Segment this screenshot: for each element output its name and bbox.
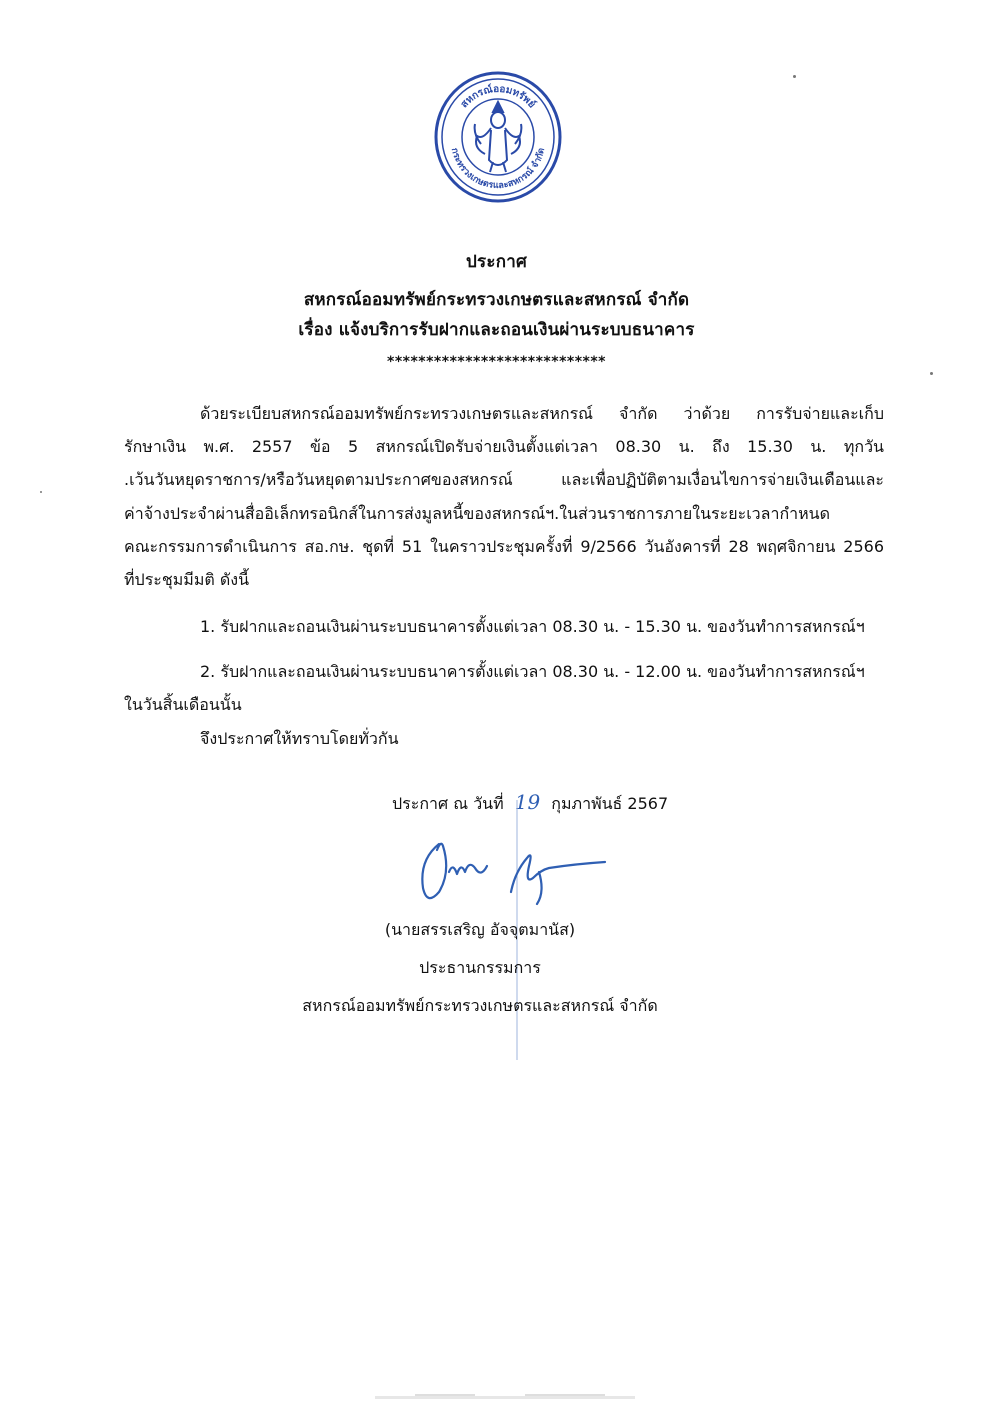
closing-statement: จึงประกาศให้ทราบโดยทั่วกัน: [200, 729, 399, 748]
cooperative-seal-icon: [433, 70, 563, 204]
seal-text-top: สหกรณ์ออมทรัพย์: [458, 83, 538, 111]
handwritten-signature: [415, 832, 615, 912]
body-line-5: คณะกรรมการดำเนินการ สอ.กษ. ชุดที่ 51 ในคราวประชุมครั้งที่ 9/2566 วันอังคารที่ 28 พฤศจิกายน 2566: [124, 537, 884, 556]
date-day-handwritten: 19: [514, 790, 541, 814]
separator-stars: ****************************: [387, 354, 606, 370]
date-prefix: ประกาศ ณ วันที่: [392, 794, 504, 813]
body-line-2: รักษาเงิน พ.ศ. 2557 ข้อ 5 สหกรณ์เปิดรับจ่ายเงินตั้งแต่เวลา 08.30 น. ถึง 15.30 น. ทุกวัน: [124, 437, 884, 456]
organization-title: สหกรณ์ออมทรัพย์กระทรวงเกษตรและสหกรณ์ จำกัด: [303, 290, 690, 310]
signatory-position: ประธานกรรมการ: [419, 958, 541, 977]
resolution-item-2-continued: ในวันสิ้นเดือนนั้น: [124, 695, 242, 714]
date-suffix: กุมภาพันธ์ 2567: [551, 794, 669, 813]
announcement-date: [392, 790, 668, 817]
scan-speck: [40, 491, 42, 493]
seal-text-bottom: กระทรวงเกษตรและสหกรณ์ จำกัด: [448, 146, 548, 192]
signatory-name: (นายสรรเสริญ อัจจุตมานัส): [384, 920, 576, 939]
svg-text:กระทรวงเกษตรและสหกรณ์ จำกัด: [449, 147, 548, 191]
scan-speck: [793, 75, 796, 78]
announcement-title: ประกาศ: [466, 252, 527, 272]
resolution-item-2: 2. รับฝากและถอนเงินผ่านระบบธนาคารตั้งแต่เวลา 08.30 น. - 12.00 น. ของวันทำการสหกรณ์ฯ: [200, 662, 865, 681]
scan-speck: [930, 372, 933, 375]
body-line-1: ด้วยระเบียบสหกรณ์ออมทรัพย์กระทรวงเกษตรและสหกรณ์ จำกัด ว่าด้วย การรับจ่ายและเก็บ: [200, 404, 884, 423]
body-line-4: ค่าจ้างประจำผ่านสื่ออิเล็กทรอนิกส์ในการส่งมูลหนี้ของสหกรณ์ฯ.ในส่วนราชการภายในระยะเวลากำหนด: [124, 504, 830, 523]
body-line-6: ที่ประชุมมีมติ ดังนี้: [124, 570, 250, 589]
signatory-organization: สหกรณ์ออมทรัพย์กระทรวงเกษตรและสหกรณ์ จำกัด: [302, 996, 658, 1015]
body-line-3: .เว้นวันหยุดราชการ/หรือวันหยุดตามประกาศของสหกรณ์ และเพื่อปฏิบัติตามเงื่อนไขการจ่ายเงินเดือนและ: [124, 470, 884, 489]
scan-artifact: [375, 1390, 635, 1403]
subject-line: เรื่อง แจ้งบริการรับฝากและถอนเงินผ่านระบบธนาคาร: [298, 320, 695, 340]
resolution-item-1: 1. รับฝากและถอนเงินผ่านระบบธนาคารตั้งแต่เวลา 08.30 น. - 15.30 น. ของวันทำการสหกรณ์ฯ: [200, 617, 865, 636]
